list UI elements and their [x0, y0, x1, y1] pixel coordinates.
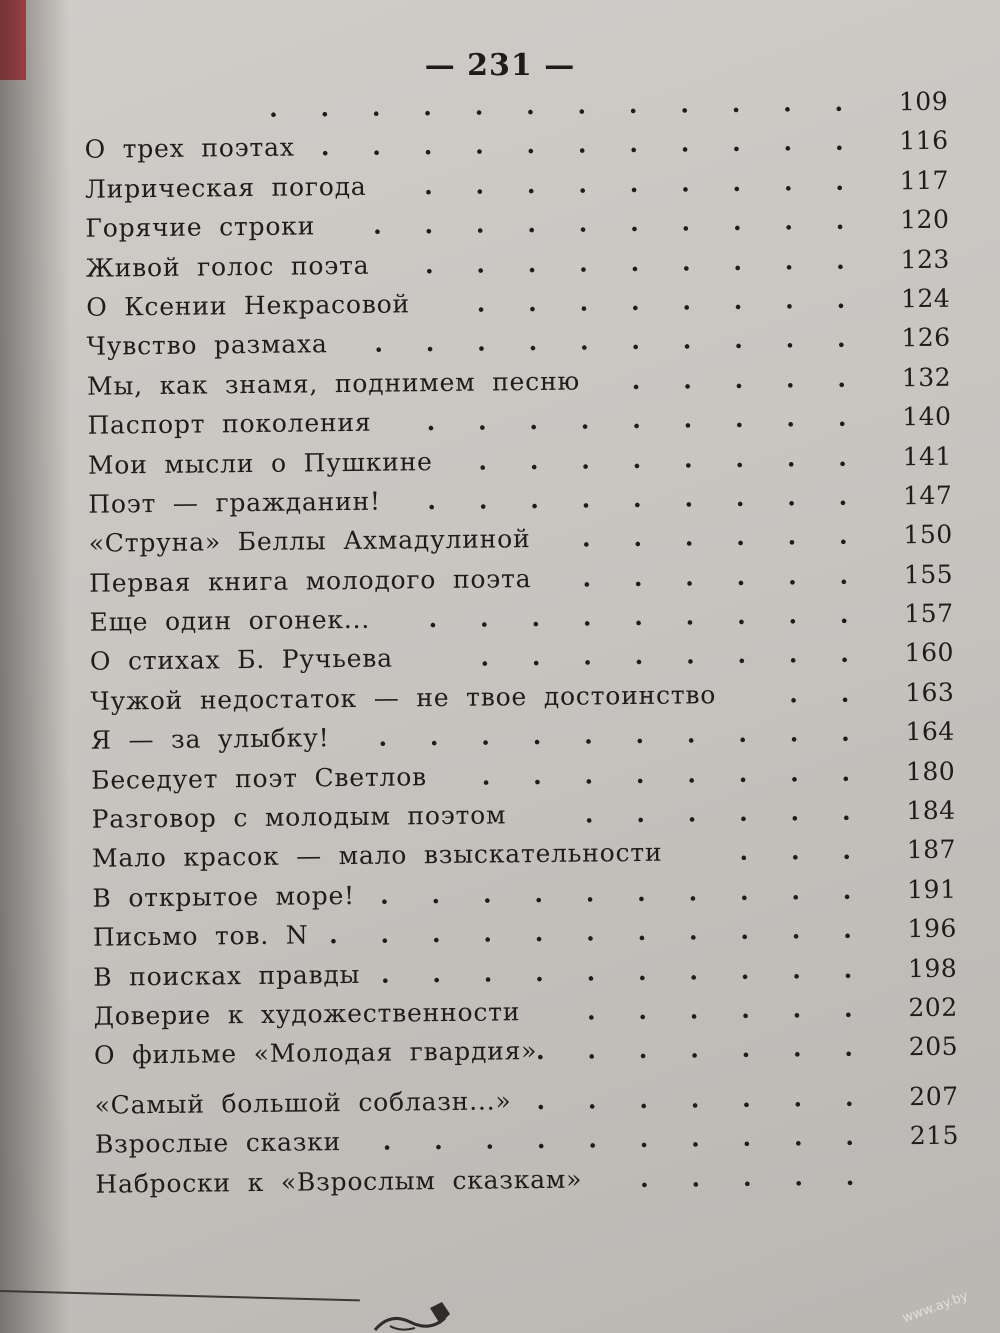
toc-leader-dots: . . . . . . . . . . [378, 717, 867, 752]
toc-leader-dots: . . . . . . . . [478, 442, 865, 476]
toc-entry-title: В поисках правды [93, 959, 361, 992]
toc-entry-title: Лирическая погода [84, 171, 367, 204]
toc-entry-page: 160 [904, 638, 955, 668]
toc-leader-dots: . . . . . [631, 363, 864, 395]
toc-entry-page: 187 [906, 835, 957, 865]
toc-leader-dots: . . . . . . . . . . . [320, 127, 861, 162]
toc-entry-title: О трех поэтах [84, 132, 295, 165]
toc-entry-page: 109 [898, 86, 949, 117]
toc-leader-dots: . . . . . . . . . . . . [268, 87, 861, 123]
toc-leader-dots: . . . . . . . . . [427, 481, 865, 516]
toc-entry-title: «Самый большой соблазн...» [94, 1086, 512, 1120]
toc-entry-page: 207 [909, 1081, 959, 1111]
toc-leader-dots: . . . . . . . . [481, 757, 868, 791]
toc-entry-page: 126 [901, 323, 951, 353]
toc-entry-title: Разговор с молодым поэтом [91, 800, 507, 834]
toc-entry-title: Еще один огонек... [89, 604, 371, 637]
toc-entry-page: 184 [906, 795, 956, 826]
toc-entry-page: 147 [902, 480, 953, 511]
toc-entry-page: 117 [899, 165, 950, 195]
toc-entry-page [879, 1160, 959, 1161]
toc-leader-dots: . . . . . . . . [476, 284, 863, 318]
toc-entry-title: Паспорт поколения [87, 407, 372, 440]
toc-entry-title: Взрослые сказки [94, 1127, 342, 1159]
toc-entry-title: Горячие строки [85, 211, 316, 243]
toc-entry-title: Мы, как знамя, поднимем песню [86, 366, 581, 401]
toc-entry-page: 198 [907, 953, 958, 983]
toc-entry-page: 163 [904, 677, 955, 708]
toc-entry-title: О стихах Б. Ручьева [89, 644, 394, 677]
toc-entry-page: 164 [905, 716, 955, 747]
toc-entry-page: 116 [899, 126, 949, 156]
toc-entry-title: Мои мысли о Пушкине [87, 446, 433, 480]
toc-entry-title: Наброски к «Взрослым сказкам» [95, 1164, 583, 1199]
toc-leader-dots: . . . . . . . . . . [380, 954, 870, 989]
toc-leader-dots: . . . . . . [582, 560, 866, 593]
toc-entry-page: 150 [903, 519, 953, 550]
toc-leader-dots: . . . [739, 836, 869, 867]
toc-entry-page: 205 [908, 1032, 959, 1062]
toc-leader-dots: . . . . . . . . . [424, 245, 862, 279]
table-of-contents [60, 83, 972, 1205]
toc-leader-dots: . . . . . . [586, 993, 870, 1026]
toc-entry-page: 124 [900, 283, 951, 314]
toc-entry-page: 132 [901, 362, 952, 392]
toc-entry-page: 157 [904, 598, 954, 629]
toc-entry-page: 155 [903, 559, 954, 589]
toc-entry-title: Беседует поэт Светлов [91, 761, 428, 795]
toc-entry-title: Я — за улыбку! [90, 723, 330, 755]
watermark: www.ay.by [900, 1288, 971, 1327]
toc-leader-dots: . . . . . . . [536, 1082, 871, 1115]
toc-entry-page: 123 [900, 244, 950, 274]
toc-leader-dots: . . . . . . . . . . [379, 875, 869, 910]
toc-entry-title: «Струна» Беллы Ахмадулиной [88, 524, 531, 559]
toc-leader-dots: . . . . . . . . . . [372, 205, 862, 240]
toc-leader-dots: . . . . . . . . . [428, 599, 866, 634]
toc-leader-dots: . . . . . . . . . . . [328, 914, 869, 950]
toc-leader-dots: . . . . . . . . [480, 639, 867, 673]
toc-entry-page: 191 [907, 874, 957, 904]
toc-entry-title: Первая книга молодого поэта [88, 563, 532, 598]
toc-entry-page: 140 [902, 401, 952, 432]
toc-entry-page: 180 [905, 756, 956, 786]
toc-entry-title: Мало красок — мало взыскательности [91, 838, 663, 874]
toc-leader-dots: . . . . . . . [535, 1032, 871, 1066]
toc-leader-dots: . . . . . . . . . . [382, 1121, 872, 1156]
toc-entry-title: Живой голос поэта [85, 250, 370, 283]
toc-entry-title: О фильме «Молодая гвардия» [93, 1036, 538, 1071]
toc-leader-dots: . . [789, 678, 867, 709]
toc-entry-title: Чужой недостаток — не твое достоинство [90, 680, 717, 716]
toc-entry-page: 120 [900, 204, 950, 235]
toc-entry-page: 215 [909, 1120, 960, 1151]
toc-entry-title: О Ксении Некрасовой [86, 289, 411, 322]
toc-entry [70, 1028, 970, 1077]
toc-entry [71, 1156, 971, 1205]
toc-entry-title: Чувство размаха [86, 329, 328, 362]
toc-entry-title: Письмо тов. N [92, 920, 309, 952]
toc-leader-dots: . . . . . . . . . [426, 402, 864, 437]
toc-leader-dots: . . . . . . . . . [423, 166, 862, 200]
page-number: — 231 — [424, 48, 576, 83]
toc-leader-dots: . . . . . [639, 1161, 872, 1193]
page-gutter-shadow [0, 0, 70, 1333]
toc-entry-title: Поэт — гражданин! [88, 486, 381, 519]
toc-entry-page: 196 [907, 913, 957, 944]
toc-entry-page: 202 [908, 992, 958, 1023]
toc-leader-dots: . . . . . . [581, 520, 865, 553]
toc-entry-title: В открытое море! [92, 880, 356, 913]
decorative-ornament-icon [370, 1300, 480, 1333]
toc-entry-page: 141 [902, 441, 953, 471]
toc-leader-dots: . . . . . . . . . . [374, 323, 863, 359]
toc-leader-dots: . . . . . . [584, 796, 868, 829]
toc-entry-title: Доверие к художественности [93, 997, 521, 1031]
